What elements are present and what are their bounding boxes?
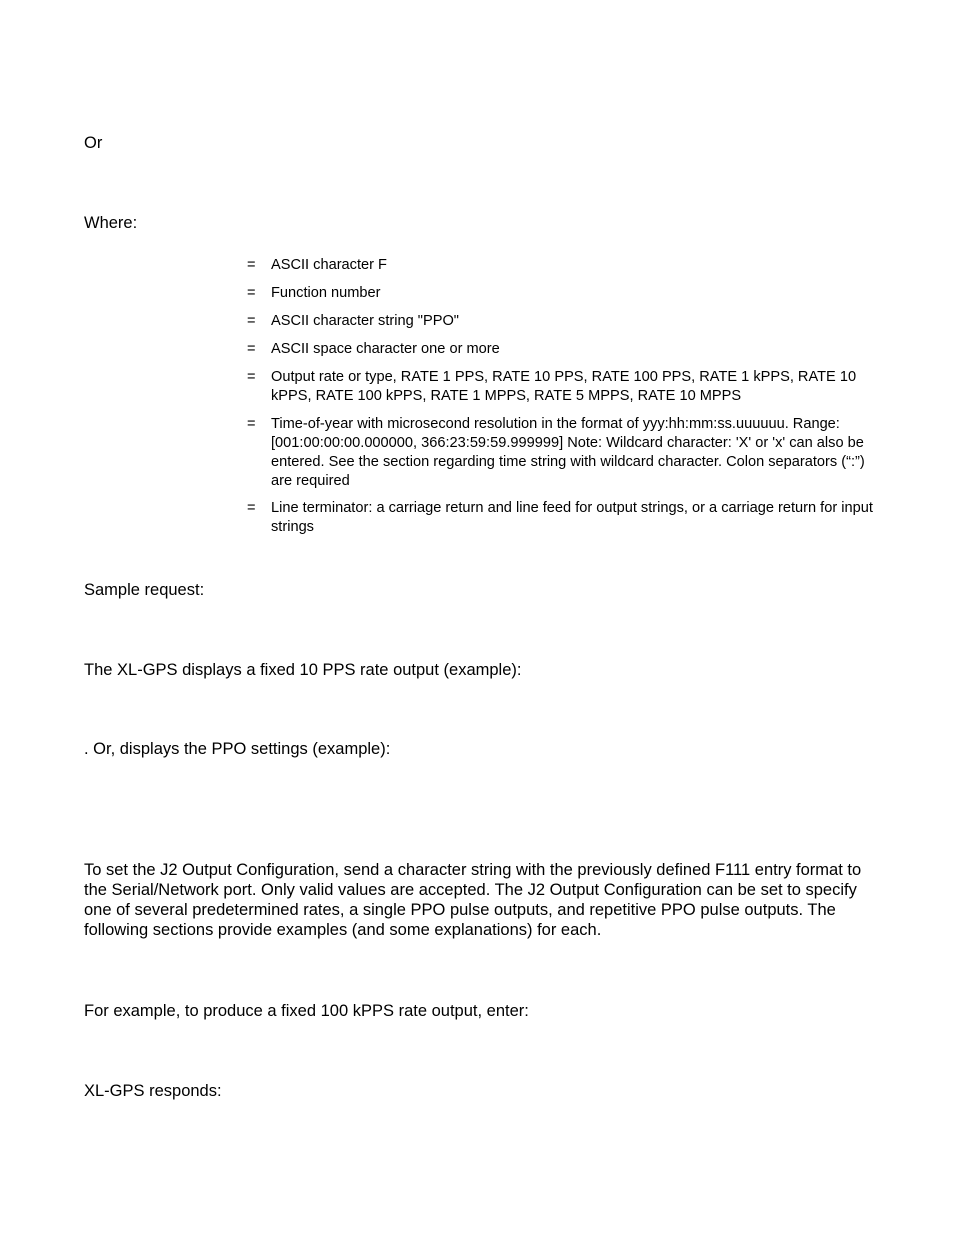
equals-sign: = (247, 369, 256, 385)
where-label: Where: (84, 214, 138, 232)
equals-sign: = (247, 285, 256, 301)
definition-text: ASCII character F (271, 257, 387, 273)
or-label: Or (84, 134, 103, 152)
definition-item (247, 284, 877, 303)
set-config-paragraph: To set the J2 Output Configuration, send a character string with the previously defined F111 entry format to the Serial/Network port. Only valid values are accepted. The J2 Output Configuration can be set to specify one of several predetermined rates, a single PPO pulse outputs, and repetitive PPO pulse outputs. The following sections provide examples (and some explanations) for each. (84, 861, 862, 939)
equals-sign: = (247, 416, 256, 432)
definition-text: ASCII space character one or more (271, 341, 500, 357)
definition-item (247, 256, 877, 275)
definition-item (247, 340, 877, 359)
equals-sign: = (247, 257, 256, 273)
definition-text: Time-of-year with microsecond resolution in the format of yyy:hh:mm:ss.uuuuuu. Range: [001:00:00:00.000000, 366:23:59:59.999999] Note: Wildcard character: 'X' or 'x' can also be entered. See the section regarding time string with wildcard character. Colon separators (“:”) are required (271, 416, 865, 489)
equals-sign: = (247, 313, 256, 329)
equals-sign: = (247, 341, 256, 357)
definition-text: Line terminator: a carriage return and line feed for output strings, or a carriage return for input strings (271, 500, 873, 535)
definition-item (247, 312, 877, 331)
definition-item (247, 368, 877, 406)
definition-text: Function number (271, 285, 381, 301)
equals-sign: = (247, 500, 256, 516)
definition-text: ASCII character string "PPO" (271, 313, 459, 329)
sample-request-label: Sample request: (84, 581, 205, 599)
definition-item (247, 415, 877, 491)
displays-ppo-text: . Or, displays the PPO settings (example): (84, 740, 391, 758)
displays-fixed-rate-text: The XL-GPS displays a fixed 10 PPS rate output (example): (84, 661, 522, 679)
for-example-text: For example, to produce a fixed 100 kPPS rate output, enter: (84, 1002, 529, 1020)
definition-item (247, 499, 877, 537)
definition-text: Output rate or type, RATE 1 PPS, RATE 10 PPS, RATE 100 PPS, RATE 1 kPPS, RATE 10 kPPS, RATE 100 kPPS, RATE 1 MPPS, RATE 5 MPPS, RATE 10 MPPS (271, 369, 857, 404)
responds-label: XL-GPS responds: (84, 1082, 222, 1100)
